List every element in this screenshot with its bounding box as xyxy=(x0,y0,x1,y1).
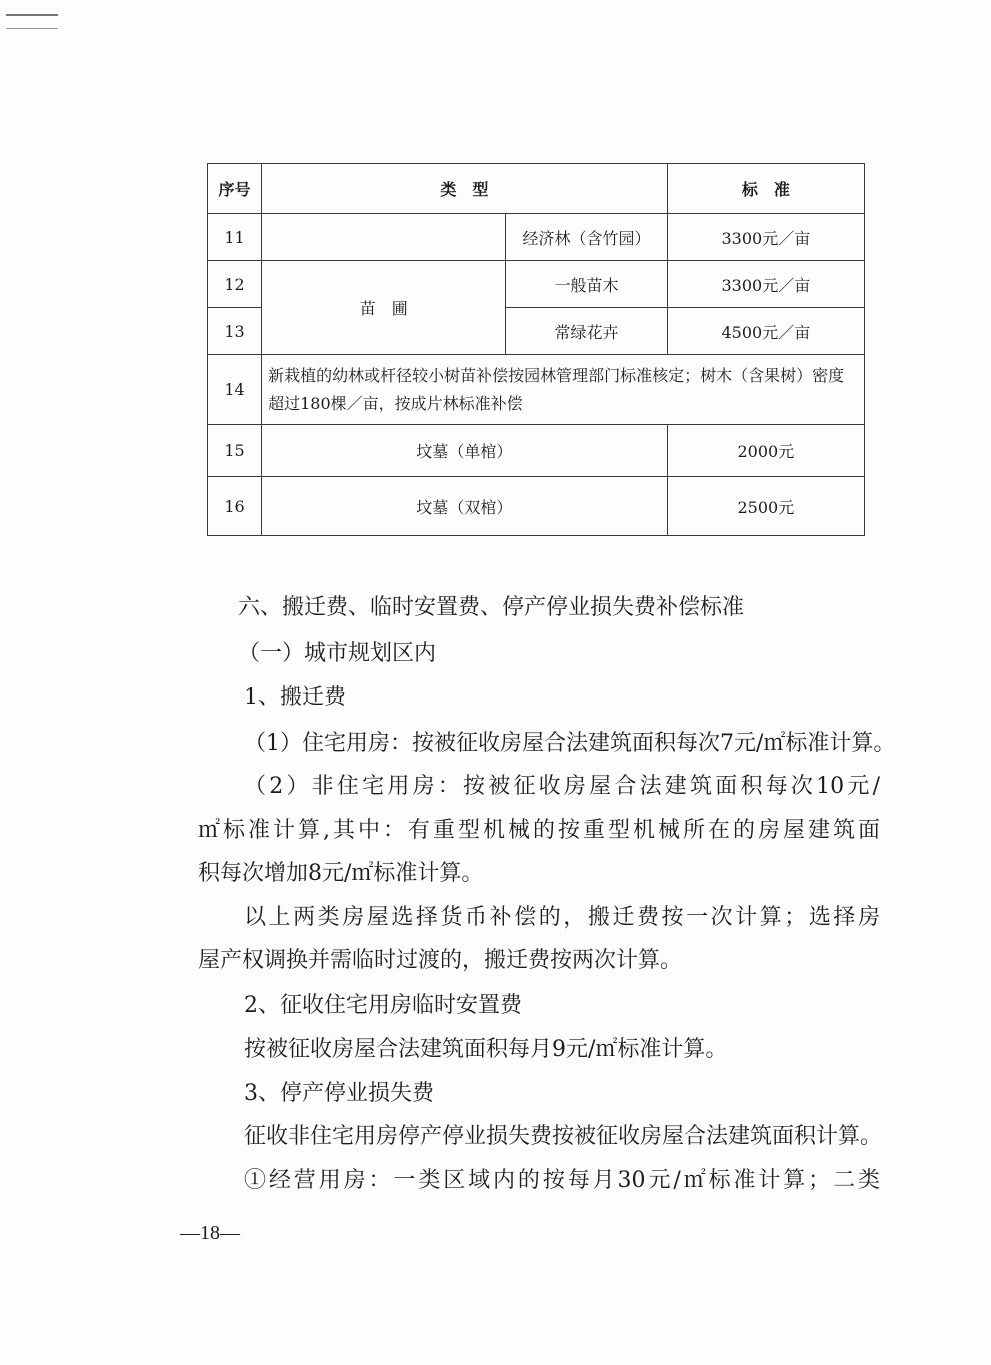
subsection-heading: （一）城市规划区内 xyxy=(238,641,437,666)
paragraph-line: 屋产权调换并需临时过渡的，搬迁费按两次计算。 xyxy=(198,948,683,973)
row-no: 11 xyxy=(208,214,262,261)
paragraph-line: 按被征收房屋合法建筑面积每月9元/㎡标准计算。 xyxy=(244,1037,728,1062)
paragraph-line: 以上两类房屋选择货币补偿的，搬迁费按一次计算；选择房 xyxy=(244,905,880,930)
row-note: 新栽植的幼林或杆径较小树苗补偿按园林管理部门标准核定；树木（含果树）密度超过180棵／亩，按成片林标准补偿 xyxy=(262,355,865,425)
table-header-row xyxy=(208,164,865,214)
item-heading: 3、停产停业损失费 xyxy=(244,1081,434,1106)
row-no: 13 xyxy=(208,308,262,355)
row-no: 14 xyxy=(208,355,262,425)
row-subtype: 一般苗木 xyxy=(506,261,667,308)
paragraph-line: （1）住宅用房：按被征收房屋合法建筑面积每次7元/㎡标准计算。 xyxy=(244,731,896,756)
table-row xyxy=(208,425,865,477)
paragraph-line: ①经营用房：一类区域内的按每月30元/㎡标准计算；二类 xyxy=(244,1168,880,1193)
table-row xyxy=(208,261,865,308)
item-heading: 2、征收住宅用房临时安置费 xyxy=(244,993,522,1018)
row-no: 12 xyxy=(208,261,262,308)
row-type-empty xyxy=(262,214,506,261)
paragraph-line: 征收非住宅用房停产停业损失费按被征收房屋合法建筑面积计算。 xyxy=(244,1124,883,1149)
row-subtype: 常绿花卉 xyxy=(506,308,667,355)
row-standard: 4500元／亩 xyxy=(667,308,864,355)
row-type: 坟墓（单棺） xyxy=(262,425,668,477)
row-standard: 3300元／亩 xyxy=(667,214,864,261)
row-no: 15 xyxy=(208,425,262,477)
section-heading: 六、搬迁费、临时安置费、停产停业损失费补偿标准 xyxy=(238,595,745,620)
compensation-table xyxy=(207,163,865,536)
paragraph-line: ㎡标准计算,其中：有重型机械的按重型机械所在的房屋建筑面 xyxy=(198,818,880,843)
header-no: 序号 xyxy=(208,164,262,214)
table-row xyxy=(208,214,865,261)
row-standard: 2500元 xyxy=(667,477,864,536)
page-number: —18— xyxy=(180,1222,240,1244)
header-standard: 标 准 xyxy=(667,164,864,214)
row-type: 坟墓（双棺） xyxy=(262,477,668,536)
row-standard: 2000元 xyxy=(667,425,864,477)
row-subtype: 经济林（含竹园） xyxy=(506,214,667,261)
table-row xyxy=(208,355,865,425)
row-type-nursery: 苗 圃 xyxy=(262,261,506,355)
header-type: 类 型 xyxy=(262,164,668,214)
scan-mark xyxy=(6,14,58,29)
item-heading: 1、搬迁费 xyxy=(244,685,346,710)
paragraph-line: （2）非住宅用房：按被征收房屋合法建筑面积每次10元/ xyxy=(244,774,880,799)
table-row xyxy=(208,477,865,536)
paragraph-line: 积每次增加8元/㎡标准计算。 xyxy=(198,861,484,886)
row-no: 16 xyxy=(208,477,262,536)
row-standard: 3300元／亩 xyxy=(667,261,864,308)
